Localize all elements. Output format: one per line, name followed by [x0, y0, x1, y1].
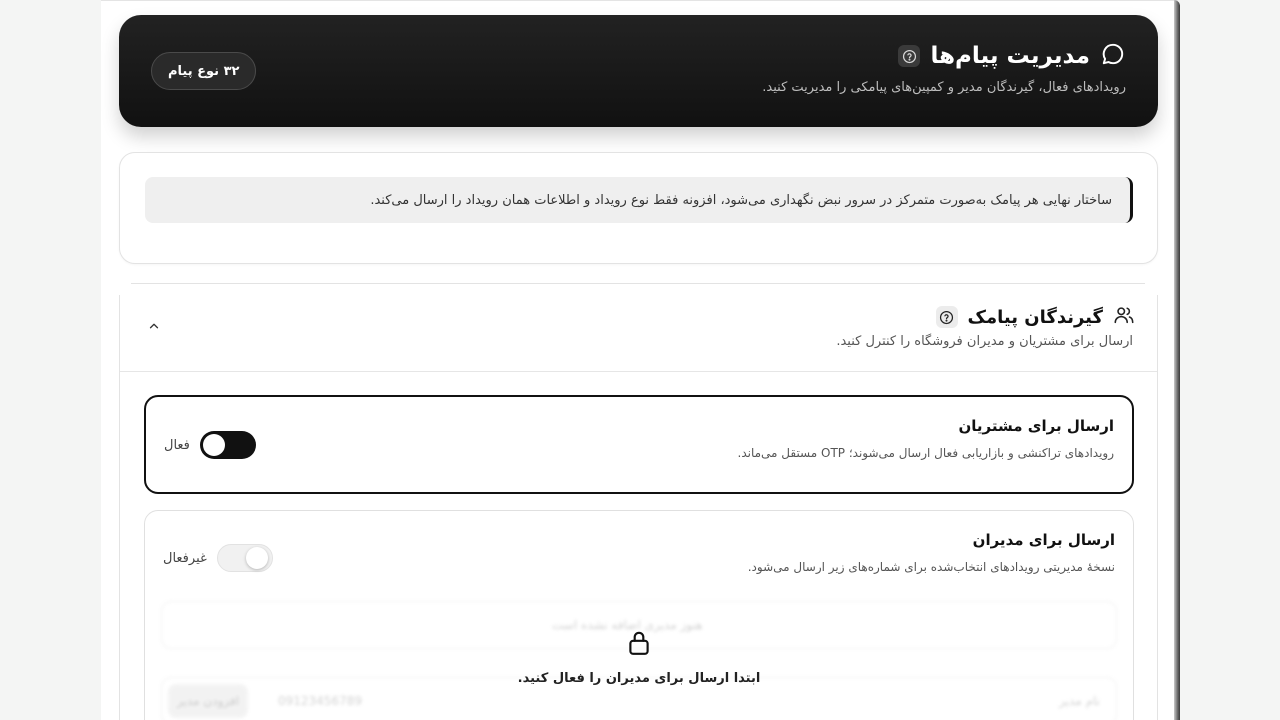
admin-name-input[interactable]: نام مدیر — [1059, 694, 1100, 708]
lock-message: ابتدا ارسال برای مدیران را فعال کنید. — [517, 671, 761, 686]
settings-panel — [101, 0, 1178, 720]
customers-toggle-group — [164, 431, 256, 459]
page-subtitle: رویدادهای فعال، گیرندگان مدیر و کمپین‌های پیامکی را مدیریت کنید. — [762, 80, 1126, 95]
admins-empty-text: هنوز مدیری اضافه نشده است — [552, 618, 703, 632]
notice-card — [119, 152, 1158, 264]
panel-scroll-edge — [1174, 0, 1180, 720]
add-admin-button[interactable]: افزودن مدیر — [168, 684, 248, 718]
help-icon[interactable] — [898, 45, 920, 67]
recipients-subtitle: ارسال برای مشتریان و مدیران فروشگاه را کنترل کنید. — [836, 334, 1133, 349]
admins-option-title: ارسال برای مدیران — [972, 531, 1115, 549]
customers-toggle[interactable] — [200, 431, 256, 459]
admins-toggle-label: غیرفعال — [163, 550, 207, 566]
chevron-up-icon — [147, 318, 161, 337]
message-type-count-badge: ۳۲ نوع پیام — [151, 52, 256, 90]
help-icon[interactable] — [936, 306, 958, 328]
recipients-title-row — [936, 304, 1135, 330]
customers-option-card — [144, 395, 1134, 494]
customers-toggle-label: فعال — [164, 437, 190, 453]
customers-option-description: رویدادهای تراکنشی و بازاریابی فعال ارسال می‌شوند؛ OTP مستقل می‌ماند. — [737, 446, 1114, 460]
admins-toggle[interactable] — [217, 544, 273, 572]
admins-option-description: نسخهٔ مدیریتی رویدادهای انتخاب‌شده برای شماره‌های زیر ارسال می‌شود. — [747, 560, 1115, 574]
header-title-row — [898, 41, 1126, 71]
admin-phone-input[interactable]: 09123456789 — [278, 694, 362, 708]
users-icon — [1113, 304, 1135, 330]
toggle-knob — [203, 434, 225, 456]
admins-toggle-group — [163, 544, 273, 572]
chat-bubble-icon — [1100, 41, 1126, 71]
collapse-button[interactable] — [142, 315, 166, 339]
admins-option-card — [144, 510, 1134, 720]
toggle-knob — [246, 547, 268, 569]
customers-option-title: ارسال برای مشتریان — [958, 417, 1114, 435]
page-header — [119, 15, 1158, 127]
lock-icon — [626, 629, 652, 661]
page-title: مدیریت پیام‌ها — [930, 43, 1090, 69]
admins-lock-overlay — [145, 629, 1133, 686]
recipients-title: گیرندگان پیامک — [967, 306, 1103, 328]
notice-text: ساختار نهایی هر پیامک به‌صورت متمرکز در سرور نبض نگهداری می‌شود، افزونه فقط نوع رویداد و اطلاعات همان رویداد را ارسال می‌کند. — [145, 177, 1133, 223]
recipients-section — [119, 295, 1158, 720]
recipients-section-header[interactable] — [120, 295, 1157, 372]
divider — [131, 283, 1145, 284]
